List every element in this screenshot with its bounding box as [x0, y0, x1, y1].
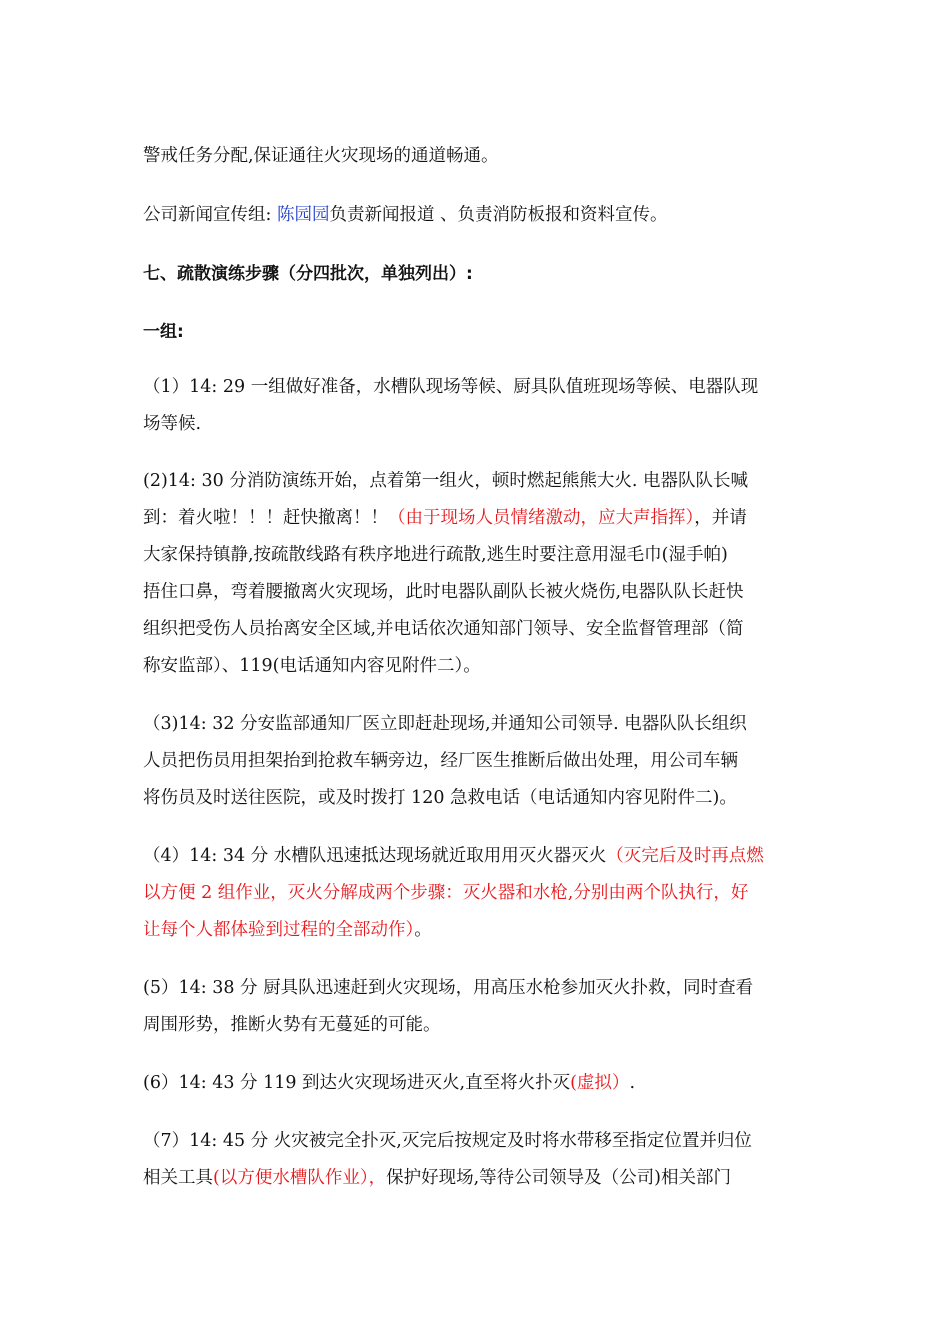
- step-2-line-5: 组织把受伤人员抬离安全区域,并电话依次通知部门领导、安全监督管理部（简: [143, 619, 744, 639]
- step-2-continue: ，并请: [694, 508, 747, 528]
- step-2-line-3: 大家保持镇静,按疏散线路有秩序地进行疏散,逃生时要注意用湿毛巾(湿手帕): [143, 545, 728, 565]
- step-6-line-1: [143, 1065, 810, 1102]
- step-7-red-note: (以方便水槽队作业），: [213, 1168, 387, 1188]
- step-4-red-note: （灭完后及时再点燃: [606, 846, 764, 866]
- step-4-red-note-end: 让每个人都体验到过程的全部动作）: [143, 920, 415, 940]
- step-6-text: (6）14: 43 分 119 到达火灾现场进灭火,直至将火扑灭: [143, 1073, 571, 1093]
- person-name: 陈园园: [276, 205, 330, 225]
- step-3-line-1: （3)14: 32 分安监部通知厂医立即赶赴现场,并通知公司领导. 电器队队长组织: [143, 714, 747, 734]
- step-6-red-note: (虚拟）: [570, 1073, 630, 1093]
- paragraph-security-assignment: 警戒任务分配,保证通往火灾现场的通道畅通。: [143, 146, 499, 166]
- step-4-text: （4）14: 34 分 水槽队迅速抵达现场就近取用用灭火器灭火: [143, 846, 607, 866]
- step-7-line-2: [143, 1160, 810, 1197]
- step-4-line-1: [143, 838, 810, 875]
- section-heading-7: 七、疏散演练步骤（分四批次，单独列出）:: [143, 264, 473, 284]
- step-4-line-3: [143, 912, 810, 949]
- publicity-duty: 负责新闻报道 、负责消防板报和资料宣传。: [329, 205, 668, 225]
- step-2-shout: 到：着火啦！！！赶快撤离！！: [143, 508, 388, 528]
- step-3-line-2: 人员把伤员用担架抬到抢救车辆旁边，经厂医生推断后做出处理，用公司车辆: [143, 751, 738, 771]
- publicity-label: 公司新闻宣传组:: [143, 205, 277, 225]
- step-2-line-4: 捂住口鼻，弯着腰撤离火灾现场，此时电器队副队长被火烧伤,电器队队长赶快: [143, 582, 744, 602]
- step-2-line-1: (2)14: 30 分消防演练开始，点着第一组火，顿时燃起熊熊大火. 电器队队长喊: [143, 471, 748, 491]
- step-4-line-2: 以方便 2 组作业，灭火分解成两个步骤：灭火器和水枪,分别由两个队执行，好: [143, 883, 749, 903]
- step-2-line-2: [143, 500, 810, 537]
- step-3-line-3: 将伤员及时送往医院，或及时拨打 120 急救电话（电话通知内容见附件二)。: [143, 788, 737, 808]
- step-1-line-2: 场等候.: [143, 414, 202, 434]
- step-7-text: 相关工具: [143, 1168, 213, 1188]
- step-1-line-1: （1）14: 29 一组做好准备，水槽队现场等候、厨具队值班现场等候、电器队现: [143, 377, 759, 397]
- step-4-period: 。: [414, 920, 432, 940]
- step-2-red-note: （由于现场人员情绪激动，应大声指挥）: [388, 508, 695, 528]
- step-5-line-2: 周围形势，推断火势有无蔓延的可能。: [143, 1015, 441, 1035]
- group-heading-1: 一组:: [143, 322, 184, 342]
- step-5-line-1: (5）14: 38 分 厨具队迅速赶到火灾现场，用高压水枪参加灭火扑救，同时查看: [143, 978, 754, 998]
- step-2-line-6: 称安监部）、119(电话通知内容见附件二）。: [143, 656, 481, 676]
- step-7-line-1: （7）14: 45 分 火灾被完全扑灭,灭完后按规定及时将水带移至指定位置并归位: [143, 1131, 752, 1151]
- step-7-continue: 保护好现场,等待公司领导及（公司)相关部门: [386, 1168, 731, 1188]
- step-6-period: .: [629, 1073, 636, 1093]
- paragraph-publicity-group: [143, 197, 810, 234]
